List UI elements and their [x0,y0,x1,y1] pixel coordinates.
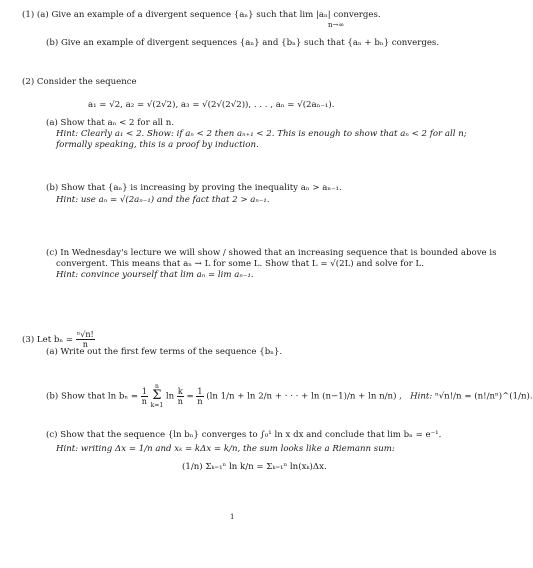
sequence-definition: a₁ = √2, a₂ = √(2√2), a₃ = √(2√(2√2)), . . . , aₙ = √(2aₙ₋₁). [88,100,335,110]
problem-3-let-text: Let bₙ = [36,335,74,345]
problem-3b-hint-label: Hint: [410,391,433,402]
problem-2b-title: (b) Show that {aₙ} is increasing by proving the inequality aₙ > aₙ₋₁. [46,183,342,193]
problem-3-label: (3) [22,335,35,345]
k-over-n: $\frac{k}{n}$ [177,386,183,406]
problem-3c-line: (c) Show that the sequence {ln bₙ} converges to ∫₀¹ ln x dx and conclude that lim bₙ = e⁻¹. [46,430,442,440]
limit-subscript: n→∞ [328,21,345,29]
problem-3b-show: (b) Show that ln bₙ = [46,391,139,402]
problem-1-label: (1) [22,10,35,20]
problem-2a-title: (a) Show that aₙ < 2 for all n. [46,118,175,128]
problem-3b-hint-expr: ⁿ√n!/n = (n!/nⁿ)^(1/n). [434,391,533,402]
problem-2c-line1: (c) In Wednesday's lecture we will show / showed that an increasing sequence that is bounded above is [46,248,497,258]
problem-2-intro [22,77,137,88]
page-number: 1 [230,513,235,521]
problem-3b: (b) Show that ln bₙ = $\frac{1}{n}$ n Σ k=1 ln $\frac{k}{n}$ = $\frac{1}{n}$ (ln 1/n + ln 2/n + · · · + ln (n−1)/n + ln n/n) , Hint: ⁿ√n!/n = (n!/nⁿ)^(1/n). [46,383,533,409]
problem-1b-text: (b) Give an example of divergent sequences {aₙ} and {bₙ} such that {aₙ + bₙ} converges. [46,38,440,48]
problem-2-label: (2) [22,77,35,87]
problem-2a-hint-line1: Hint: Clearly a₁ < 2. Show: if aₙ < 2 then aₙ₊₁ < 2. This is enough to show that aₙ < 2 for all n; [56,129,467,139]
bn-denominator: n [82,340,88,349]
problem-2c-hint: Hint: convince yourself that lim aₙ = lim aₙ₋₁. [56,270,254,280]
problem-3c-hint: Hint: writing Δx = 1/n and xₖ = kΔx = k/n, the sum looks like a Riemann sum: [56,444,395,454]
bn-numerator: ⁿ√n! [76,330,94,339]
problem-2a-hint-line2: formally speaking, this is a proof by induction. [56,140,259,150]
problem-1-part-a [22,10,381,21]
problem-1a-text: (a) Give an example of a divergent sequence {aₙ} such that lim |aₙ| converges. [36,10,381,20]
problem-2b-hint: Hint: use aₙ = √(2aₙ₋₁) and the fact that 2 > aₙ₋₁. [56,195,270,205]
problem-3b-expansion: (ln 1/n + ln 2/n + · · · + ln (n−1)/n + ln n/n) [206,391,397,402]
problem-2c-line2: convergent. This means that aₙ → L for some L. Show that L = √(2L) and solve for L. [56,259,424,269]
problem-3a-title: (a) Write out the first few terms of the sequence {bₙ}. [46,347,283,357]
one-over-n: $\frac{1}{n}$ [141,386,147,406]
problem-2-intro-text: Consider the sequence [36,77,137,87]
riemann-sum-formula: (1/n) Σₖ₌₁ⁿ ln k/n = Σₖ₌₁ⁿ ln(xₖ)Δx. [182,462,327,472]
summation-sign: n Σ k=1 [150,383,164,409]
